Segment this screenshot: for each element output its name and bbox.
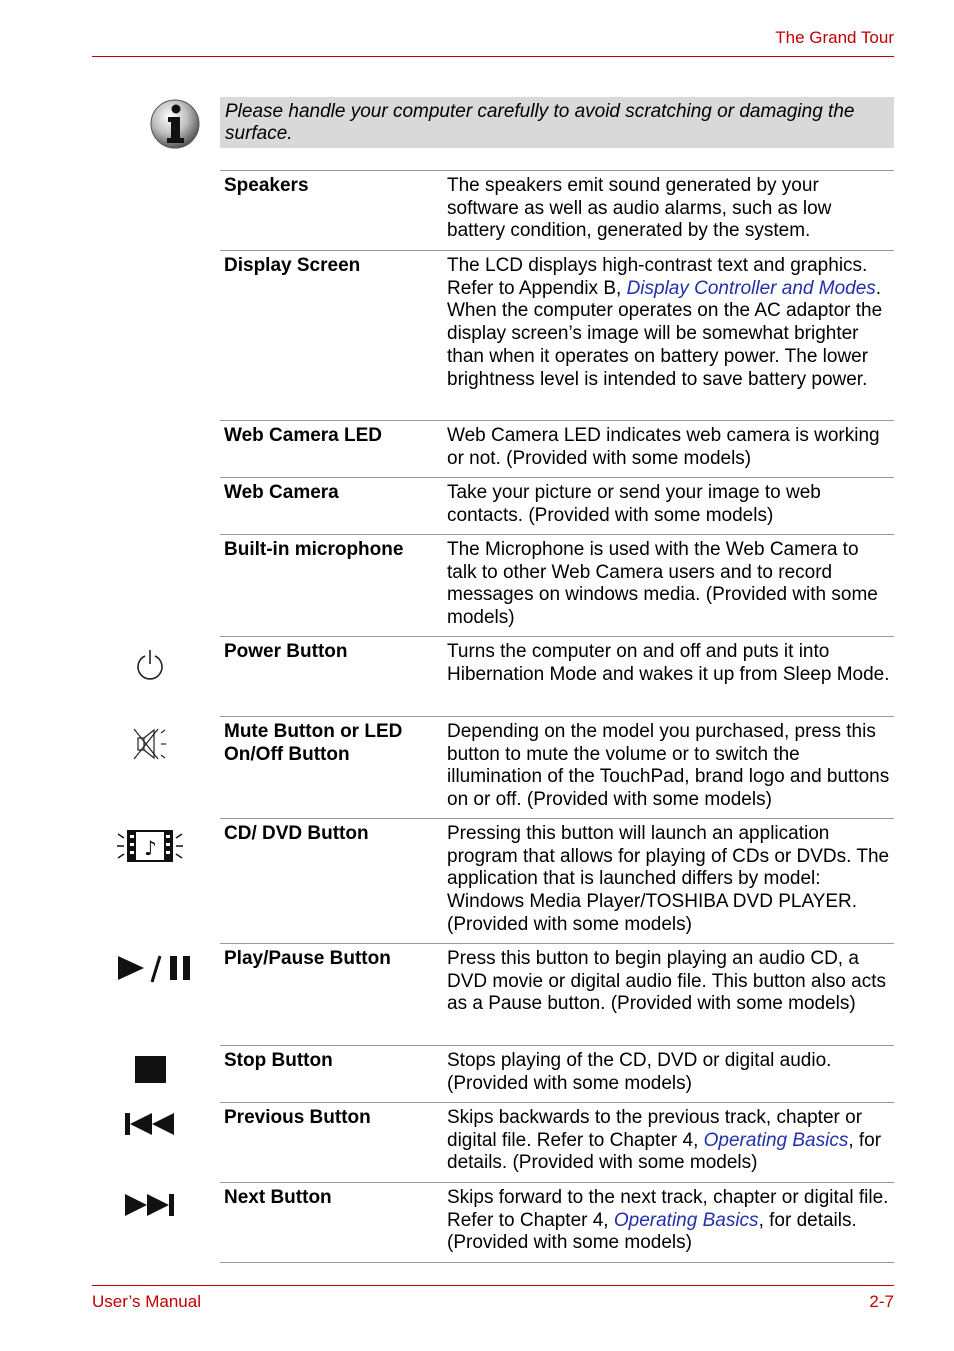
note-text: Please handle your computer carefully to avoid scratching or damaging the surface. [220, 97, 894, 148]
table-row [220, 421, 894, 478]
row-term: Stop Button [224, 1050, 333, 1071]
table-row [220, 637, 894, 717]
page-header-title: The Grand Tour [775, 28, 894, 47]
operating-basics-link[interactable]: Operating Basics [613, 1209, 759, 1231]
row-term: Web Camera LED [224, 425, 383, 446]
appendix-b-link[interactable]: Display Controller and Modes [626, 277, 876, 299]
row-description: The speakers emit sound generated by your software as well as audio alarms, such as low battery condition, generated by the system. [447, 175, 832, 242]
table-row [220, 944, 894, 1046]
row-term: Speakers [224, 175, 309, 196]
row-term: Play/Pause Button [224, 948, 391, 969]
stop-icon [114, 1056, 194, 1096]
row-description: Turns the computer on and off and puts it into Hibernation Mode and wakes it up from Sleep Mode. [447, 641, 890, 685]
row-description: Web Camera LED indicates web camera is working or not. (Provided with some models) [447, 425, 880, 469]
table-row [220, 1046, 894, 1103]
components-table [144, 170, 894, 1263]
page-number: 2-7 [869, 1292, 894, 1311]
footer-manual-title: User’s Manual [92, 1292, 201, 1311]
next-icon [114, 1193, 194, 1233]
table-row [220, 251, 894, 421]
row-term: Web Camera [224, 482, 339, 503]
row-term: CD/ DVD Button [224, 823, 369, 844]
row-term: Previous Button [224, 1107, 371, 1128]
table-row [220, 717, 894, 819]
row-term: Display Screen [224, 255, 361, 276]
play-pause-icon [114, 954, 194, 994]
row-term: Next Button [224, 1187, 332, 1208]
row-description: The Microphone is used with the Web Camera to talk to other Web Camera users and to record messages on windows media. (Provided with some models) [447, 539, 878, 629]
cd-dvd-icon [114, 829, 194, 869]
row-description: Skips forward to the next track, chapter or digital file. Refer to Chapter 4, Operating Basics, for details. (Provided with some models) [447, 1187, 889, 1254]
header-rule [92, 56, 894, 57]
table-row [220, 1103, 894, 1183]
row-description: Take your picture or send your image to web contacts. (Provided with some models) [447, 482, 821, 526]
row-description: Skips backwards to the previous track, chapter or digital file. Refer to Chapter 4, Operating Basics, for details. (Provided with some models) [447, 1107, 882, 1174]
table-row [144, 819, 894, 944]
row-description: The LCD displays high-contrast text and graphics. Refer to Appendix B, Display Controller and Modes. When the computer operates on the AC adaptor the display screen’s image will be somewhat brighter than when it operates on battery power. The lower brightness level is intended to save battery power. [447, 255, 883, 390]
table-row [220, 478, 894, 535]
operating-basics-link[interactable]: Operating Basics [703, 1129, 849, 1151]
power-icon [114, 647, 194, 687]
table-row [220, 171, 894, 251]
row-term: Built-in microphone [224, 539, 404, 560]
row-description: Press this button to begin playing an audio CD, a DVD movie or digital audio file. This button also acts as a Pause button. (Provided with some models) [447, 948, 886, 1015]
row-description: Stops playing of the CD, DVD or digital audio. (Provided with some models) [447, 1050, 832, 1094]
info-icon [149, 98, 201, 150]
mute-icon [114, 727, 194, 767]
row-term: Mute Button or LED On/Off Button [224, 721, 403, 765]
row-description: Pressing this button will launch an application program that allows for playing of CDs or DVDs. The application that is launched differs by model: Windows Media Player/TOSHIBA DVD PLAYER. (Provided with some models) [447, 823, 890, 935]
row-term: Power Button [224, 641, 348, 662]
table-row [220, 1183, 894, 1263]
footer-rule [92, 1285, 894, 1286]
row-description: Depending on the model you purchased, press this button to mute the volume or to switch the illumination of the TouchPad, brand logo and buttons on or off. (Provided with some models) [447, 721, 890, 811]
table-row [220, 535, 894, 637]
previous-icon [114, 1113, 194, 1153]
svg-text:♪: ♪ [144, 836, 157, 860]
